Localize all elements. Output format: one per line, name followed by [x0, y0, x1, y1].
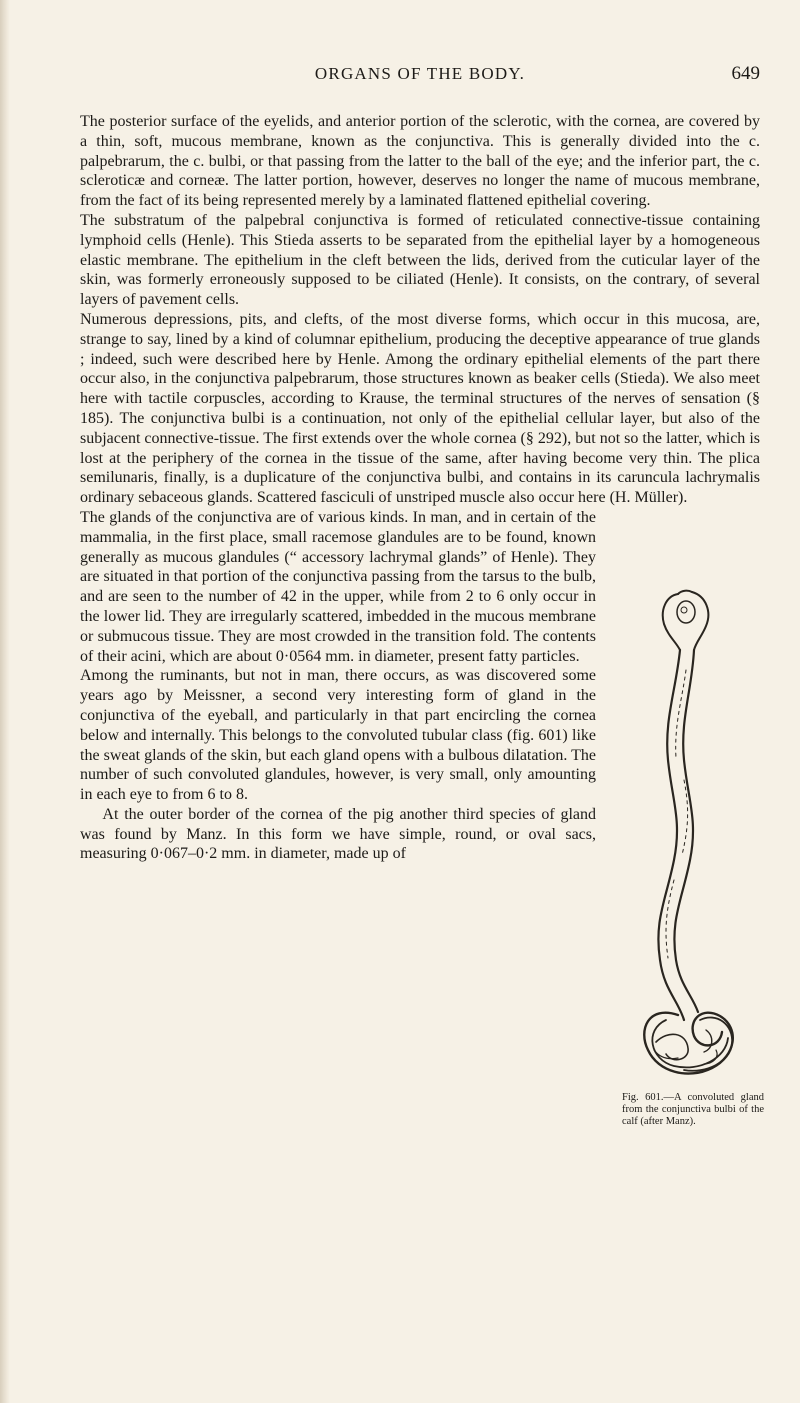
paragraph: The substratum of the palpebral conjunctiva is formed of reticulated connective-tissue containing lymphoid cells (Henle). This Stieda asserts to be separated from the epithelial layer by a homogeneous elastic membrane. The epithelium in the cleft between the lids, derived from the cuticular layer of the skin, was formerly erroneously supposed to be ciliated (Henle). It consists, on the contrary, of several layers of pavement cells. — [80, 211, 760, 309]
page-number: 649 — [731, 63, 760, 84]
body-text — [80, 112, 764, 1164]
figure-caption-text: —A convoluted gland from the conjunctiva bulbi of the calf (after Manz). — [622, 1091, 764, 1127]
paragraph: Numerous depressions, pits, and clefts, of the most diverse forms, which occur in this mucosa, are, strange to say, lined by a kind of columnar epithelium, producing the deceptive appearance of true glands ; indeed, such were described here by Henle. Among the ordinary epithelial elements of the part there occur also, in the conjunctiva palpebrarum, those structures known as beaker cells (Stieda). We also meet here with tactile corpuscles, according to Krause, the terminal structures of the nerves of sensation (§ 185). The conjunctiva bulbi is a continuation, not only of the epithelial cellular layer, but also of the subjacent connective-tissue. The first extends over the whole cornea (§ 292), but not so the latter, which is lost at the periphery of the cornea in the tissue of the same, after having become very thin. The plica semilunaris, finally, is a duplicature of the conjunctiva bulbi, and contains in its caruncula lachrymalis ordinary sebaceous glands. Scattered fasciculi of unstriped muscle also occur here (H. Müller). — [80, 310, 760, 507]
page-spine-shadow — [0, 0, 10, 1403]
paragraph: At the outer border of the cornea of the pig another third species of gland was found by Manz. In this form we have simple, round, or oval sacs, measuring 0·067–0·2 mm. in diameter, made up of — [80, 805, 596, 863]
running-title: ORGANS OF THE BODY. — [314, 64, 526, 83]
paragraph: The posterior surface of the eyelids, and anterior portion of the sclerotic, with the cornea, are covered by a thin, soft, mucous membrane, known as the conjunctiva. This is generally divided into the c. palpebrarum, the c. bulbi, or that passing from the latter to the ball of the eye; and the inferior part, the c. scleroticæ and corneæ. The latter portion, however, deserves no longer the name of mucous membrane, from the fact of its being represented merely by a laminated flattened epithelial covering. — [80, 113, 760, 210]
running-header — [80, 64, 760, 90]
figure-caption — [622, 1092, 764, 1128]
paragraph: The glands of the conjunctiva are of various kinds. In man, and in certain of the mammalia, in the first place, small racemose glandules are to be found, known generally as mucous glandules (“ accessory lachrymal glands” of Henle). They are situated in that portion of the conjunctiva passing from the tarsus to the bulb, and are seen to the number of 42 in the upper, while from 2 to 6 only occur in the lower lid. They are irregularly scattered, imbedded in the mucous membrane or submucous tissue. They are most crowded in the transition fold. The contents of their acini, which are about 0·0564 mm. in diameter, present fatty particles. — [80, 508, 596, 665]
paragraph: Among the ruminants, but not in man, there occurs, as was discovered some years ago by Meissner, a second very interesting form of gland in the conjunctiva of the eyeball, and particularly in that part encircling the cornea below and internally. This belongs to the convoluted tubular class (fig. 601) like the sweat glands of the skin, but each gland opens with a bulbous dilatation. The number of such convoluted glandules, however, is very small, only amounting in each eye to from 6 to 8. — [80, 667, 596, 804]
figure-601 — [608, 580, 766, 1164]
convoluted-gland-illustration — [608, 580, 766, 1090]
figure-caption-label: Fig. 601. — [622, 1091, 664, 1103]
